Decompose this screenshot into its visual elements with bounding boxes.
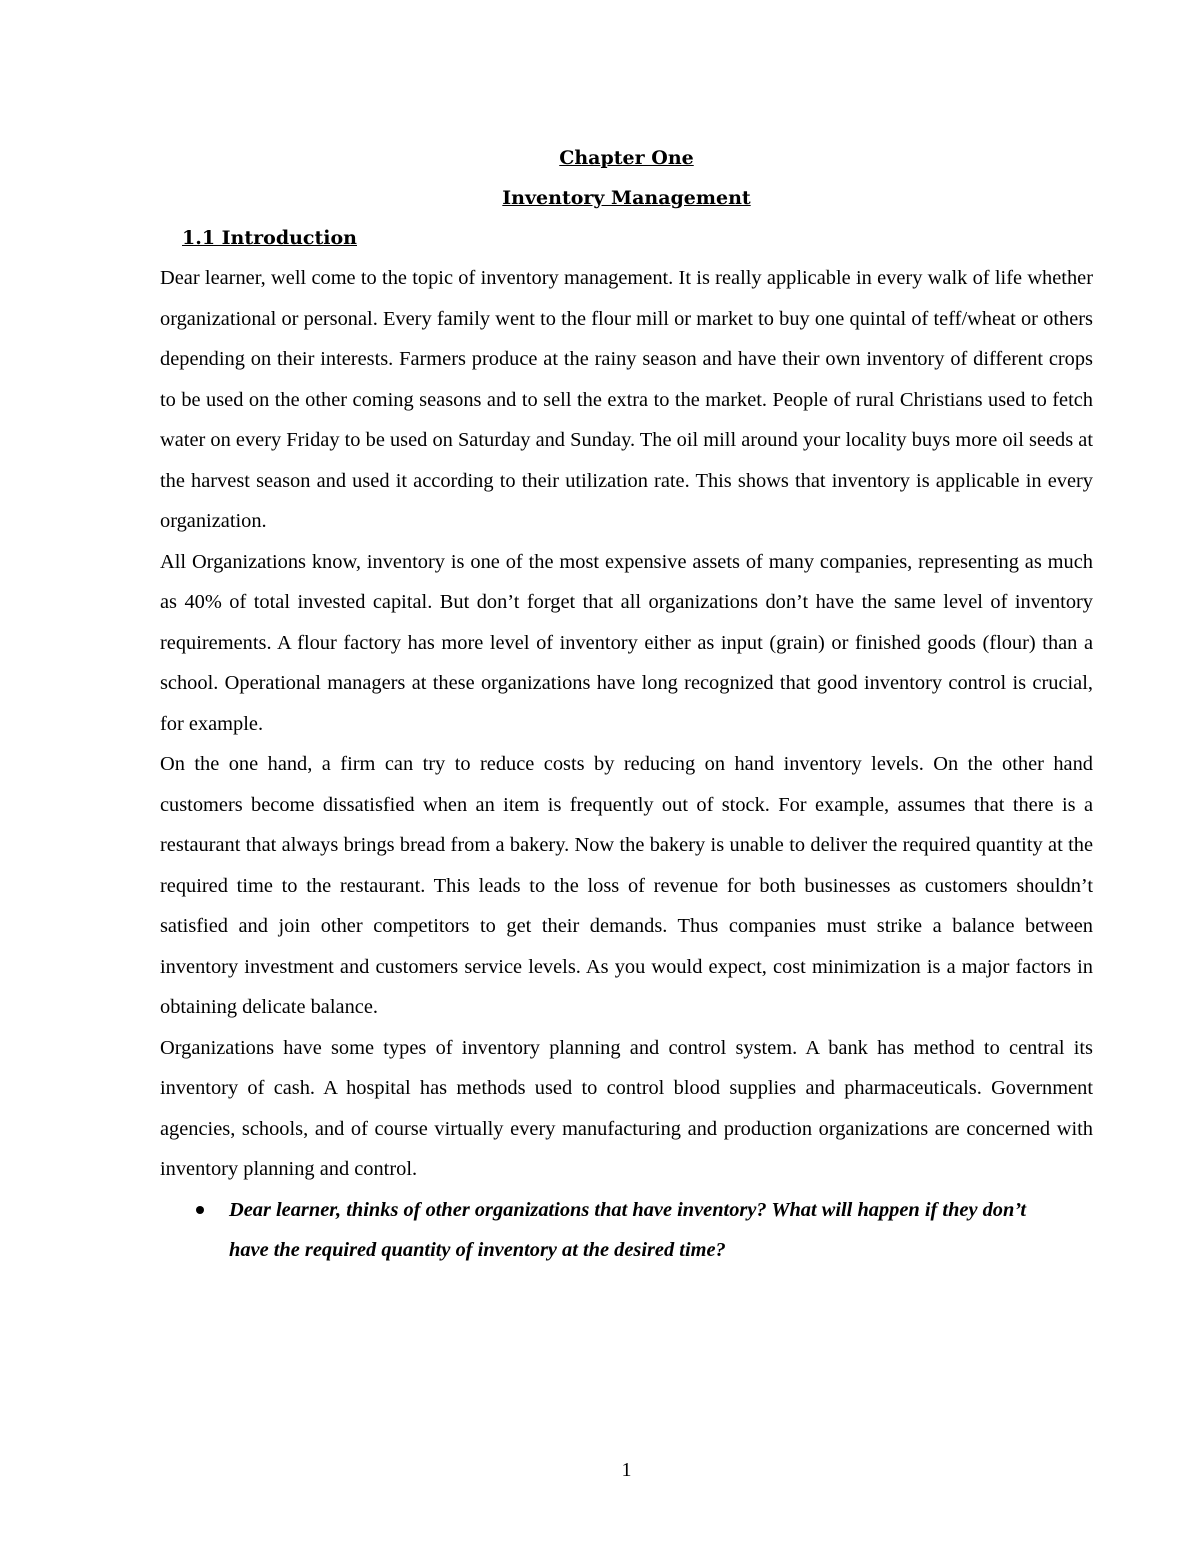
topic-title: Inventory Management <box>502 187 751 209</box>
bullet-icon <box>196 1206 204 1214</box>
paragraph-balance: On the one hand, a firm can try to reduce costs by reducing on hand inventory levels. On the other hand customers become dissatisfied when an item is frequently out of stock. For example, assumes that there is a restaurant that always brings bread from a bakery. Now the bakery is unable to deliver the required quantity at the required time to the restaurant. This leads to the loss of revenue for both businesses as customers shouldn’t satisfied and join other competitors to get their demands. Thus companies must strike a balance between inventory investment and customers service levels. As you would expect, cost minimization is a major factors in obtaining delicate balance. <box>160 753 1093 1018</box>
question-text: Dear learner, thinks of other organizations that have inventory? What will happen if they don’t have the required quantity of inventory at the desired time? <box>229 1198 1027 1261</box>
paragraph-planning-control: Organizations have some types of inventory planning and control system. A bank has method to central its inventory of cash. A hospital has methods used to control blood supplies and pharmaceuticals. Government agencies, schools, and of course virtually every manufacturing and production organizations are concerned with inventory planning and control. <box>160 1036 1093 1180</box>
question-item <box>160 1190 1093 1271</box>
chapter-title: Chapter One <box>559 147 694 169</box>
document-page <box>160 138 1093 1271</box>
section-heading: 1.1 Introduction <box>182 227 357 249</box>
paragraph-intro: Dear learner, well come to the topic of inventory management. It is really applicable in every walk of life whether organizational or personal. Every family went to the flour mill or market to buy one quintal of teff/wheat or others depending on their interests. Farmers produce at the rainy season and have their own inventory of different crops to be used on the other coming seasons and to sell the extra to the market. People of rural Christians used to fetch water on every Friday to be used on Saturday and Sunday. The oil mill around your locality buys more oil seeds at the harvest season and used it according to their utilization rate. This shows that inventory is applicable in every organization. <box>160 267 1093 532</box>
page-number: 1 <box>621 1459 632 1481</box>
question-list <box>160 1190 1093 1271</box>
paragraph-inventory-cost: All Organizations know, inventory is one of the most expensive assets of many companies, representing as much as 40% of total invested capital. But don’t forget that all organizations don’t have the same level of inventory requirements. A flour factory has more level of inventory either as input (grain) or finished goods (flour) than a school. Operational managers at these organizations have long recognized that good inventory control is crucial, for example. <box>160 550 1093 735</box>
